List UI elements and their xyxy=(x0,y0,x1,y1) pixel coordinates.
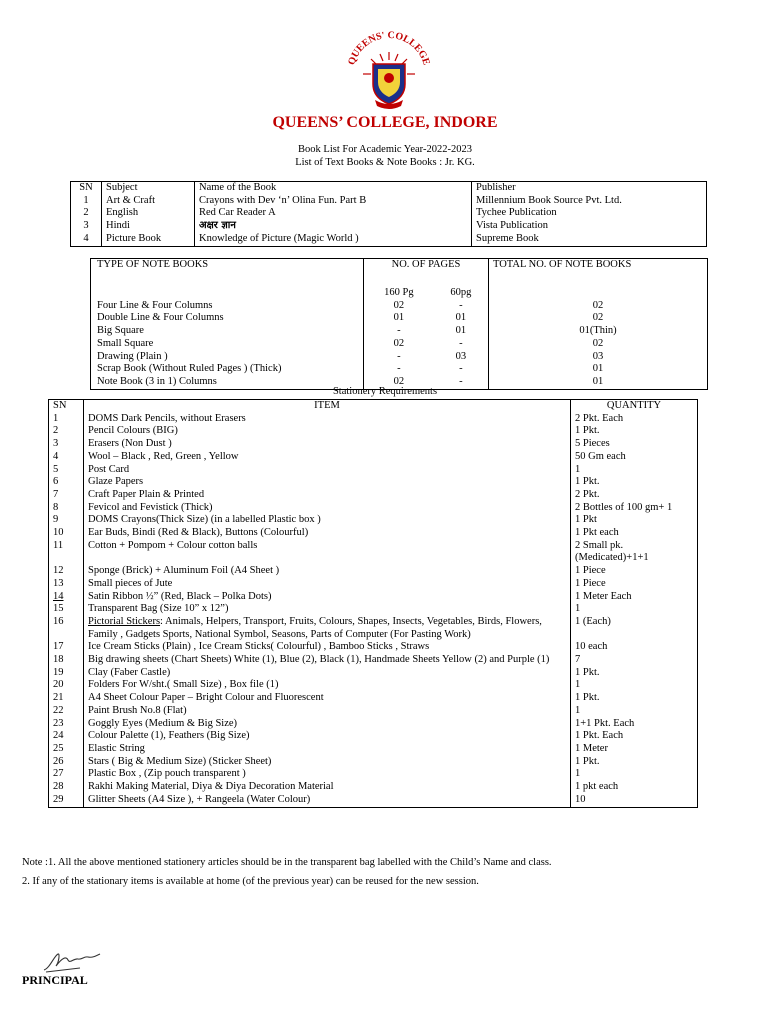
cell-quantity: 1+1 Pkt. Each xyxy=(571,718,698,731)
cell-sn: 19 xyxy=(49,667,84,680)
cell-quantity: 5 Pieces xyxy=(571,438,698,451)
cell-type: Big Square xyxy=(91,325,364,338)
cell-book-name: Red Car Reader A xyxy=(195,207,472,220)
table-row xyxy=(49,476,698,489)
table-row xyxy=(49,667,698,680)
table-row xyxy=(49,705,698,718)
cell-quantity: 1 Pkt xyxy=(571,514,698,527)
header-sn: SN xyxy=(71,182,102,195)
cell-sn: 3 xyxy=(49,438,84,451)
table-row xyxy=(49,781,698,794)
cell-subject: Hindi xyxy=(102,220,195,233)
cell-item: Plastic Box , (Zip pouch transparent ) xyxy=(84,768,571,781)
cell-item: Fevicol and Fevistick (Thick) xyxy=(84,502,571,515)
table-row xyxy=(49,540,698,565)
cell-quantity: 10 each xyxy=(571,641,698,654)
cell-160pg: - xyxy=(364,363,434,376)
cell-160pg: 02 xyxy=(364,376,434,389)
cell-sn: 11 xyxy=(49,540,84,565)
cell-quantity: 1 Pkt. xyxy=(571,756,698,769)
table-row xyxy=(49,654,698,667)
cell-item: Paint Brush No.8 (Flat) xyxy=(84,705,571,718)
cell-total: 01 xyxy=(489,376,708,389)
cell-quantity: 1 Pkt. xyxy=(571,667,698,680)
header-total-label: TOTAL NO. OF NOTE BOOKS xyxy=(493,259,632,270)
cell-subject: English xyxy=(102,207,195,220)
table-row xyxy=(91,351,708,364)
text-books-table xyxy=(70,181,707,247)
college-name: QUEENS’ COLLEGE, INDORE xyxy=(272,114,498,131)
cell-quantity: 1 xyxy=(571,705,698,718)
cell-quantity: 1 (Each) xyxy=(571,616,698,641)
cell-total: 01 xyxy=(489,363,708,376)
cell-item: Cotton + Pompom + Colour cotton balls xyxy=(84,540,571,565)
cell-publisher: Vista Publication xyxy=(472,220,707,233)
subheader-160pg: 160 Pg xyxy=(364,287,434,300)
table-header-row xyxy=(49,400,698,413)
cell-publisher: Supreme Book xyxy=(472,233,707,246)
cell-type: Double Line & Four Columns xyxy=(91,312,364,325)
pictorial-stickers-label: Pictorial Stickers xyxy=(88,615,161,627)
cell-quantity: 1 Pkt. xyxy=(571,476,698,489)
cell-sn: 4 xyxy=(49,451,84,464)
cell-sn: 1 xyxy=(49,413,84,426)
table-row xyxy=(49,425,698,438)
table-row xyxy=(49,603,698,616)
cell-quantity: 1 xyxy=(571,603,698,616)
note-2: 2. If any of the stationary items is available at home (of the previous year) can be reused for the new session. xyxy=(22,876,479,887)
academic-year-line: Book List For Academic Year-2022-2023 xyxy=(298,144,472,155)
cell-total: 02 xyxy=(489,300,708,313)
cell-sn: 10 xyxy=(49,527,84,540)
table-row xyxy=(71,207,707,220)
cell-item: Folders For W/sht.( Small Size) , Box file (1) xyxy=(84,679,571,692)
principal-signature xyxy=(40,948,110,976)
cell-quantity: 1 Pkt. Each xyxy=(571,730,698,743)
cell-sn: 4 xyxy=(71,233,102,246)
cell-publisher: Millennium Book Source Pvt. Ltd. xyxy=(472,195,707,208)
cell-sn: 12 xyxy=(49,565,84,578)
cell-sn: 18 xyxy=(49,654,84,667)
cell-sn: 16 xyxy=(49,616,84,641)
cell-item: Big drawing sheets (Chart Sheets) White (1), Blue (2), Black (1), Handmade Sheets Yellow (2) and Purple (1) xyxy=(84,654,571,667)
cell-item: Ear Buds, Bindi (Red & Black), Buttons (Colourful) xyxy=(84,527,571,540)
table-row xyxy=(91,338,708,351)
table-row xyxy=(49,768,698,781)
cell-sn: 9 xyxy=(49,514,84,527)
cell-quantity: 7 xyxy=(571,654,698,667)
cell-quantity: 1 Meter xyxy=(571,743,698,756)
cell-sn: 17 xyxy=(49,641,84,654)
cell-160pg: 02 xyxy=(364,338,434,351)
cell-60pg: 03 xyxy=(434,351,489,364)
table-row xyxy=(49,489,698,502)
college-crest-logo xyxy=(343,30,435,116)
table-row xyxy=(49,679,698,692)
cell-160pg: 01 xyxy=(364,312,434,325)
cell-item-text: Animals, Helpers, Transport, Fruits, Colours, Shapes, Insects, Vegetables, Birds, Flowers, Family , Gadgets Sports, National Symbol, Seasons, Parts of Computer (For Pasting Work) xyxy=(88,615,542,640)
table-row xyxy=(71,195,707,208)
header-quantity: QUANTITY xyxy=(571,400,698,413)
cell-quantity: 2 Pkt. Each xyxy=(571,413,698,426)
table-header-row xyxy=(71,182,707,195)
cell-item: Post Card xyxy=(84,464,571,477)
cell-sn: 26 xyxy=(49,756,84,769)
header-publisher: Publisher xyxy=(472,182,707,195)
header-sn: SN xyxy=(49,400,84,413)
cell-sn: 28 xyxy=(49,781,84,794)
cell-sn: 15 xyxy=(49,603,84,616)
cell-type: Drawing (Plain ) xyxy=(91,351,364,364)
header-subject: Subject xyxy=(102,182,195,195)
table-row xyxy=(49,413,698,426)
cell-type: Small Square xyxy=(91,338,364,351)
table-row xyxy=(49,641,698,654)
cell-item: Goggly Eyes (Medium & Big Size) xyxy=(84,718,571,731)
cell-60pg: - xyxy=(434,338,489,351)
table-row xyxy=(91,312,708,325)
cell-sn: 2 xyxy=(71,207,102,220)
stationery-title: Stationery Requirements xyxy=(332,386,438,397)
cell-quantity: 50 Gm each xyxy=(571,451,698,464)
cell-book-name: Crayons with Dev ‘n’ Olina Fun. Part B xyxy=(195,195,472,208)
cell-subject: Art & Craft xyxy=(102,195,195,208)
table-row xyxy=(49,502,698,515)
note-books-table xyxy=(90,258,708,390)
cell-item: Colour Palette (1), Feathers (Big Size) xyxy=(84,730,571,743)
table-row xyxy=(49,438,698,451)
cell-type: Note Book (3 in 1) Columns xyxy=(91,376,364,389)
cell-quantity: 1 Piece xyxy=(571,565,698,578)
table-row xyxy=(71,233,707,246)
cell-sn: 5 xyxy=(49,464,84,477)
cell-sn: 22 xyxy=(49,705,84,718)
cell-sn: 3 xyxy=(71,220,102,233)
header-item: ITEM xyxy=(84,400,571,413)
header-type: TYPE OF NOTE BOOKS xyxy=(91,259,364,288)
cell-item: Ice Cream Sticks (Plain) , Ice Cream Sticks( Colourful) , Bamboo Sticks , Straws xyxy=(84,641,571,654)
cell-sn: 6 xyxy=(49,476,84,489)
cell-160pg: 02 xyxy=(364,300,434,313)
cell-item: A4 Sheet Colour Paper – Bright Colour and Fluorescent xyxy=(84,692,571,705)
table-row xyxy=(49,794,698,807)
cell-type: Scrap Book (Without Ruled Pages ) (Thick) xyxy=(91,363,364,376)
cell-subject: Picture Book xyxy=(102,233,195,246)
cell-total: 03 xyxy=(489,351,708,364)
cell-quantity: 1 xyxy=(571,464,698,477)
cell-item: Stars ( Big & Medium Size) (Sticker Sheet) xyxy=(84,756,571,769)
cell-sn: 8 xyxy=(49,502,84,515)
header-total xyxy=(489,259,708,288)
cell-sn: 14 xyxy=(49,591,84,604)
cell-60pg: - xyxy=(434,300,489,313)
table-row xyxy=(49,514,698,527)
table-row xyxy=(49,451,698,464)
list-subtitle: List of Text Books & Note Books : Jr. KG. xyxy=(295,157,475,168)
cell-160pg: - xyxy=(364,351,434,364)
cell-sn: 1 xyxy=(71,195,102,208)
cell-quantity: 2 Bottles of 100 gm+ 1 xyxy=(571,502,698,515)
cell-sn: 2 xyxy=(49,425,84,438)
table-header-row xyxy=(91,259,708,288)
cell-quantity: 2 Pkt. xyxy=(571,489,698,502)
cell-60pg: - xyxy=(434,363,489,376)
cell-type: Four Line & Four Columns xyxy=(91,300,364,313)
subheader-60pg: 60pg xyxy=(434,287,489,300)
cell-sn: 27 xyxy=(49,768,84,781)
stationery-table xyxy=(48,399,698,808)
cell-quantity: 10 xyxy=(571,794,698,807)
cell-quantity: 1 Piece xyxy=(571,578,698,591)
cell-quantity: 1 Meter Each xyxy=(571,591,698,604)
cell-book-name: अक्षर ज्ञान xyxy=(195,220,472,233)
table-row xyxy=(91,363,708,376)
cell-total: 01(Thin) xyxy=(489,325,708,338)
cell-item: Craft Paper Plain & Printed xyxy=(84,489,571,502)
table-row xyxy=(49,578,698,591)
table-row xyxy=(49,756,698,769)
cell-book-name: Knowledge of Picture (Magic World ) xyxy=(195,233,472,246)
header-book-name: Name of the Book xyxy=(195,182,472,195)
cell-item: DOMS Crayons(Thick Size) (in a labelled Plastic box ) xyxy=(84,514,571,527)
cell-quantity: 2 Small pk. (Medicated)+1+1 xyxy=(571,540,698,565)
table-row xyxy=(91,300,708,313)
cell-sn: 13 xyxy=(49,578,84,591)
table-row xyxy=(49,591,698,604)
cell-item: Glitter Sheets (A4 Size ), + Rangeela (Water Colour) xyxy=(84,794,571,807)
cell-quantity: 1 Pkt each xyxy=(571,527,698,540)
cell-item: Sponge (Brick) + Aluminum Foil (A4 Sheet ) xyxy=(84,565,571,578)
cell-160pg: - xyxy=(364,325,434,338)
cell-60pg: 01 xyxy=(434,312,489,325)
cell-sn: 23 xyxy=(49,718,84,731)
cell-item: Elastic String xyxy=(84,743,571,756)
cell-item: Small pieces of Jute xyxy=(84,578,571,591)
cell-publisher: Tychee Publication xyxy=(472,207,707,220)
table-row xyxy=(49,718,698,731)
cell-sn: 20 xyxy=(49,679,84,692)
cell-item: Pencil Colours (BIG) xyxy=(84,425,571,438)
cell-quantity: 1 xyxy=(571,768,698,781)
cell-item: DOMS Dark Pencils, without Erasers xyxy=(84,413,571,426)
cell-sn: 24 xyxy=(49,730,84,743)
cell-sn: 21 xyxy=(49,692,84,705)
table-row xyxy=(49,743,698,756)
cell-item: Pictorial Stickers: Animals, Helpers, Transport, Fruits, Colours, Shapes, Insects, Vegetables, Birds, Flowers, Family , Gadgets Sports, National Symbol, Seasons, Parts of Computer (For Pasting Work) xyxy=(84,616,571,641)
cell-item: Clay (Faber Castle) xyxy=(84,667,571,680)
table-row xyxy=(49,616,698,641)
cell-60pg: 01 xyxy=(434,325,489,338)
cell-quantity: 1 Pkt. xyxy=(571,425,698,438)
principal-label: PRINCIPAL xyxy=(22,973,88,987)
cell-item: Wool – Black , Red, Green , Yellow xyxy=(84,451,571,464)
cell-item: Erasers (Non Dust ) xyxy=(84,438,571,451)
table-row xyxy=(49,565,698,578)
cell-quantity: 1 pkt each xyxy=(571,781,698,794)
cell-item: Satin Ribbon ½” (Red, Black – Polka Dots) xyxy=(84,591,571,604)
table-row xyxy=(49,692,698,705)
cell-60pg: - xyxy=(434,376,489,389)
cell-total: 02 xyxy=(489,312,708,325)
table-row xyxy=(91,325,708,338)
cell-sn: 25 xyxy=(49,743,84,756)
table-row xyxy=(49,730,698,743)
cell-total: 02 xyxy=(489,338,708,351)
pages-subheader-row xyxy=(91,287,708,300)
cell-sn: 7 xyxy=(49,489,84,502)
cell-quantity: 1 xyxy=(571,679,698,692)
cell-quantity: 1 Pkt. xyxy=(571,692,698,705)
table-row xyxy=(49,464,698,477)
cell-item: Transparent Bag (Size 10” x 12”) xyxy=(84,603,571,616)
table-row xyxy=(49,527,698,540)
cell-item: Rakhi Making Material, Diya & Diya Decoration Material xyxy=(84,781,571,794)
header-pages: NO. OF PAGES xyxy=(364,259,489,288)
cell-sn: 29 xyxy=(49,794,84,807)
table-row xyxy=(71,220,707,233)
cell-item: Glaze Papers xyxy=(84,476,571,489)
svg-text:QUEENS' COLLEGE: QUEENS' COLLEGE xyxy=(346,30,432,67)
note-1: Note :1. All the above mentioned stationery articles should be in the transparent bag labelled with the Child’s Name and class. xyxy=(22,857,552,868)
